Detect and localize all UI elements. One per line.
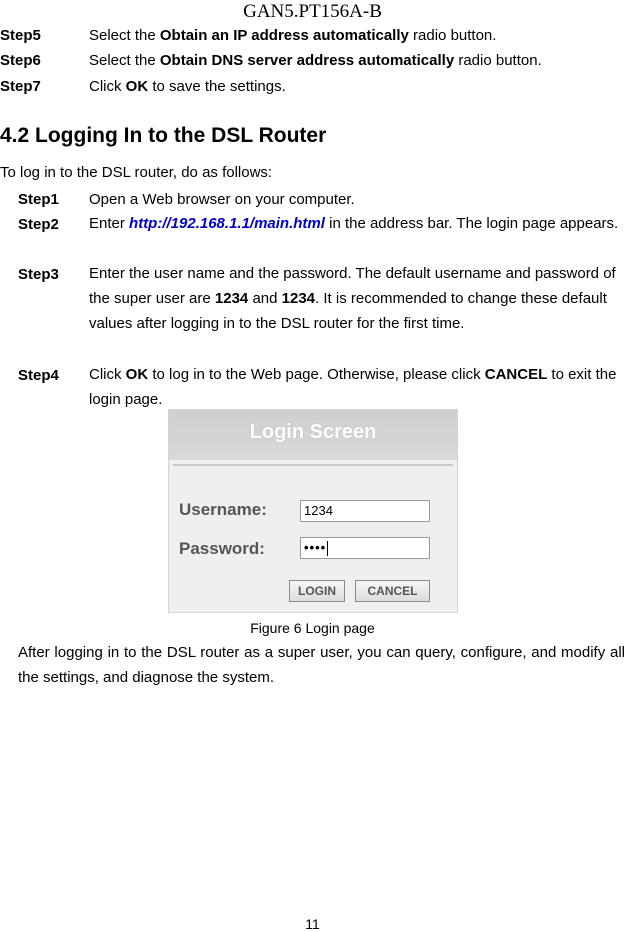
step5-text: Select the Obtain an IP address automatically radio button. bbox=[89, 27, 497, 44]
step3-label: Step3 bbox=[18, 266, 59, 283]
step1-label: Step1 bbox=[18, 191, 59, 208]
step7-label: Step7 bbox=[0, 78, 41, 95]
password-input[interactable]: •••• bbox=[300, 537, 430, 559]
section-title: 4.2 Logging In to the DSL Router bbox=[0, 124, 327, 147]
username-input[interactable]: 1234 bbox=[300, 500, 430, 522]
step6-text: Select the Obtain DNS server address automatically radio button. bbox=[89, 52, 542, 69]
figure-caption: Figure 6 Login page bbox=[250, 620, 375, 636]
step7-text: Click OK to save the settings. bbox=[89, 78, 286, 95]
router-url-link[interactable]: http://192.168.1.1/main.html bbox=[129, 215, 325, 232]
cancel-button[interactable]: CANCEL bbox=[355, 580, 430, 602]
username-label: Username: bbox=[179, 500, 267, 519]
step4-text: Click OK to log in to the Web page. Otherwise, please click CANCEL to exit the login page. bbox=[89, 366, 617, 408]
divider bbox=[173, 464, 453, 466]
step5-label: Step5 bbox=[0, 27, 41, 44]
step2-label: Step2 bbox=[18, 216, 59, 233]
login-screen-title: Login Screen bbox=[169, 410, 457, 460]
step2-text: Enter http://192.168.1.1/main.html in the address bar. The login page appears. bbox=[89, 215, 619, 232]
intro-text: To log in to the DSL router, do as follows: bbox=[0, 164, 273, 181]
page-header: GAN5.PT156A-B bbox=[243, 1, 382, 22]
login-screen-figure bbox=[168, 409, 458, 613]
password-label: Password: bbox=[179, 539, 265, 558]
page-number: 11 bbox=[305, 916, 320, 932]
step6-label: Step6 bbox=[0, 52, 41, 69]
step1-text: Open a Web browser on your computer. bbox=[89, 191, 355, 208]
after-login-text: After logging in to the DSL router as a super user, you can query, configure, and modify all the settings, and diagnose the system. bbox=[18, 644, 625, 686]
step3-text: Enter the user name and the password. The default username and password of the super user are 1234 and 1234. It is recommended to change these default values after logging in to the DSL router for the first time. bbox=[89, 265, 616, 332]
step4-label: Step4 bbox=[18, 367, 59, 384]
login-button[interactable]: LOGIN bbox=[289, 580, 345, 602]
